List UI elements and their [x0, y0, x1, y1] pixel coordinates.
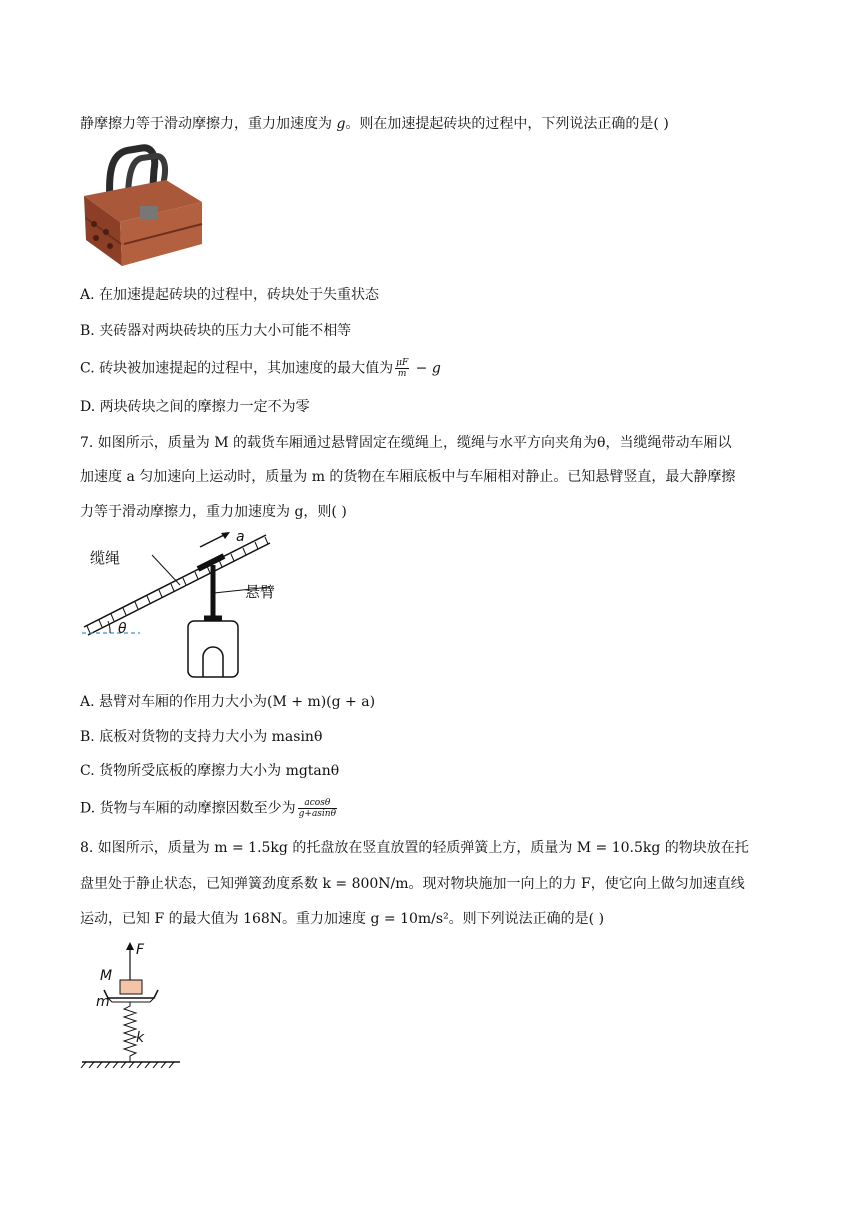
- cable-car-figure: [80, 525, 280, 680]
- cable-label: 缆绳: [90, 549, 121, 567]
- q6-option-c: C. 砖块被加速提起的过程中，其加速度的最大值为 $\frac{\mu F}{m}$ − g: [80, 358, 441, 379]
- force-label: F: [136, 942, 145, 958]
- q7-stem-line-3: 力等于滑动摩擦力，重力加速度为 g，则( ): [80, 504, 347, 520]
- arm-label: 悬臂: [244, 583, 275, 601]
- theta-label: θ: [118, 621, 127, 637]
- q6-stem-tail: 静摩擦力等于滑动摩擦力，重力加速度为 g。则在加速提起砖块的过程中，下列说法正确的是( ): [80, 116, 669, 132]
- q6-option-d: D. 两块砖块之间的摩擦力一定不为零: [80, 399, 310, 415]
- acceleration-label: a: [236, 529, 245, 545]
- brick-clamp-photo: [80, 140, 208, 272]
- q7-option-d: D. 货物与车厢的动摩擦因数至少为 $\frac{acos\theta}{g+asin\theta}$: [80, 798, 337, 819]
- q7-option-c: C. 货物所受底板的摩擦力大小为 mgtanθ: [80, 763, 340, 779]
- spring-constant-label: k: [136, 1030, 145, 1046]
- block-mass-label: M: [100, 968, 113, 984]
- spring-tray-figure: [78, 938, 188, 1068]
- q7-option-b: B. 底板对货物的支持力大小为 masinθ: [80, 729, 323, 745]
- q8-stem-line-2: 盘里处于静止状态，已知弹簧劲度系数 k = 800N/m。现对物块施加一向上的力 F，使它向上做匀加速直线: [80, 876, 745, 892]
- tray-mass-label: m: [96, 994, 110, 1010]
- q8-stem-line-1: 8. 如图所示，质量为 m = 1.5kg 的托盘放在竖直放置的轻质弹簧上方，质量为 M = 10.5kg 的物块放在托: [80, 840, 749, 856]
- q7-stem-line-2: 加速度 a 匀加速向上运动时，质量为 m 的货物在车厢底板中与车厢相对静止。已知悬臂竖直，最大静摩擦: [80, 469, 736, 485]
- q6-option-a: A. 在加速提起砖块的过程中，砖块处于失重状态: [80, 287, 380, 303]
- q8-stem-line-3: 运动，已知 F 的最大值为 168N。重力加速度 g = 10m/s²。则下列说法正确的是( ): [80, 911, 605, 927]
- q7-stem-line-1: 7. 如图所示，质量为 M 的载货车厢通过悬臂固定在缆绳上，缆绳与水平方向夹角为θ，当缆绳带动车厢以: [80, 435, 732, 451]
- q6-option-b: B. 夹砖器对两块砖块的压力大小可能不相等: [80, 323, 352, 339]
- q7-option-a: A. 悬臂对车厢的作用力大小为(M + m)(g + a): [80, 694, 376, 710]
